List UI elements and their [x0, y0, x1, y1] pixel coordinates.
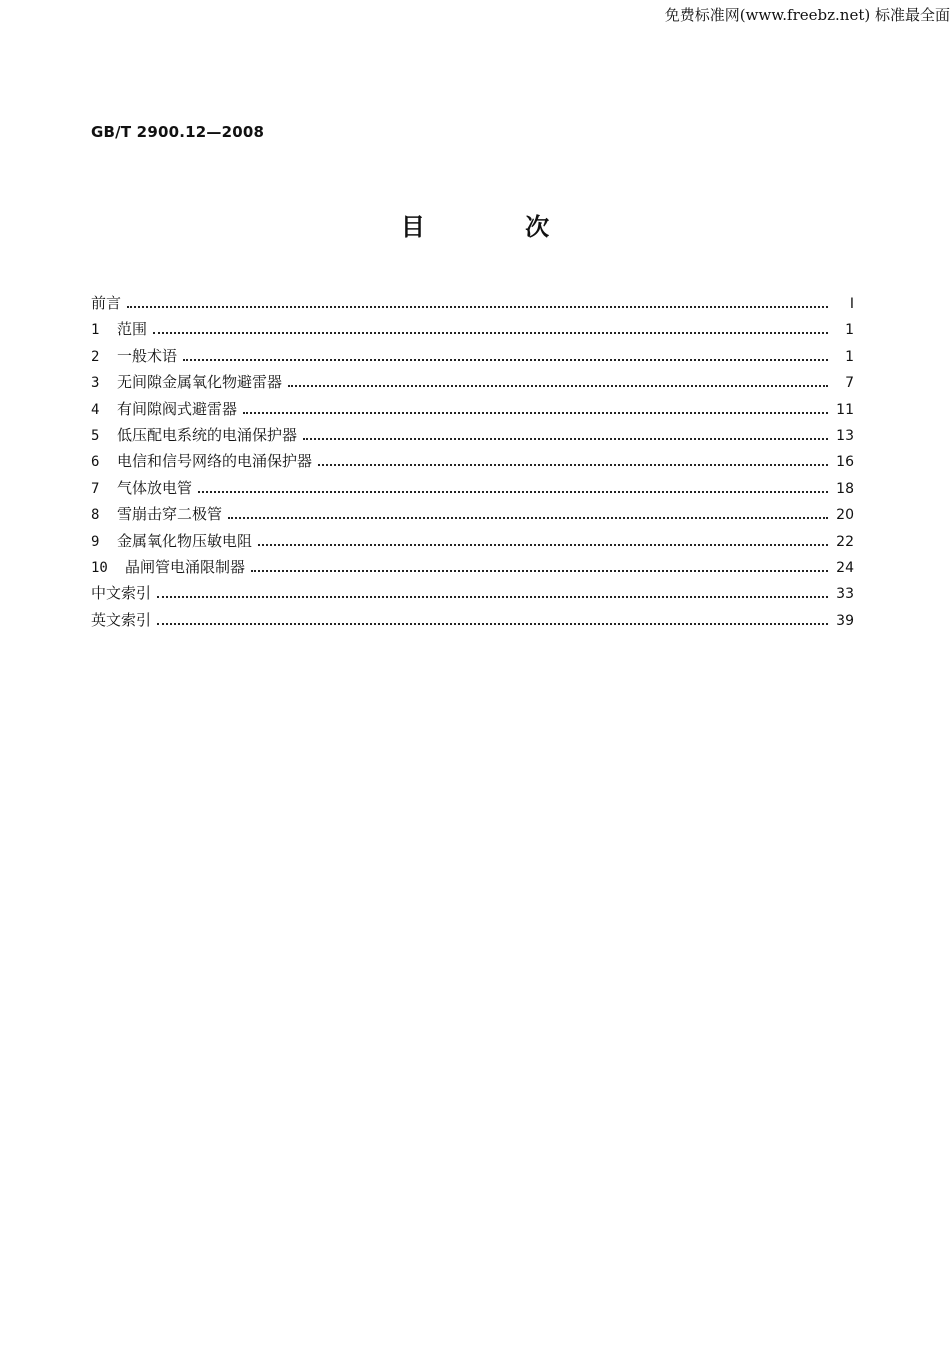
toc-dot-leader [251, 556, 828, 572]
toc-entry-label: 英文索引 [91, 610, 152, 629]
toc-title: 目 次 [400, 213, 596, 241]
toc-dot-leader [157, 582, 828, 598]
toc-entry-page: 1 [845, 322, 854, 339]
toc-entry[interactable] [91, 556, 854, 582]
toc-entry-label: 范围 [117, 320, 148, 339]
toc-dot-leader [243, 398, 828, 414]
toc-entry-label: 前言 [91, 294, 122, 312]
toc-entry-label: 电信和信号网络的电涌保护器 [117, 452, 313, 471]
toc-entry-label: 低压配电系统的电涌保护器 [117, 425, 298, 444]
toc-entry[interactable] [91, 424, 854, 450]
toc-entry-page: 39 [836, 612, 854, 629]
toc-dot-leader [183, 345, 828, 361]
toc-dot-leader [228, 503, 828, 519]
toc-entry[interactable] [91, 398, 854, 424]
watermark-text: 免费标准网(www.freebz.net) 标准最全面 [664, 6, 950, 24]
toc-entry[interactable] [91, 503, 854, 529]
toc-entry-page: 16 [836, 454, 854, 471]
toc-entry-label: 雪崩击穿二极管 [117, 505, 223, 524]
toc-entry-label: 金属氧化物压敏电阻 [117, 531, 253, 550]
toc-entry-number: 4 [91, 401, 100, 418]
toc-entry-label: 气体放电管 [117, 478, 193, 497]
toc-entry-number: 1 [91, 322, 100, 339]
toc-entry-number: 9 [91, 533, 100, 550]
toc-entry[interactable] [91, 318, 854, 344]
toc-dot-leader [157, 609, 828, 625]
toc-dot-leader [258, 530, 828, 546]
toc-dot-leader [153, 318, 828, 334]
toc-entry-page: 1 [845, 348, 854, 365]
toc-entry-page: I [849, 296, 854, 312]
toc-entry-number: 3 [91, 375, 100, 392]
toc-entry-page: 33 [836, 586, 854, 603]
toc-entry-page: 7 [845, 375, 854, 392]
toc-entry-number: 2 [91, 348, 100, 365]
toc-entry-label: 一般术语 [117, 346, 178, 365]
toc-entry-number: 8 [91, 507, 100, 524]
toc-entry[interactable] [91, 477, 854, 503]
toc-entry[interactable] [91, 450, 854, 476]
toc-entry[interactable] [91, 345, 854, 371]
toc-entry-number: 10 [91, 559, 108, 576]
toc-entry-number: 6 [91, 454, 100, 471]
toc-dot-leader [303, 424, 828, 440]
toc-entry-label: 有间隙阀式避雷器 [117, 399, 238, 418]
toc-dot-leader [288, 371, 828, 387]
toc-entry-label: 晶闸管电涌限制器 [125, 557, 246, 576]
standard-code: GB/T 2900.12—2008 [91, 123, 265, 141]
toc-entry-label: 无间隙金属氧化物避雷器 [117, 373, 283, 392]
toc-entry[interactable] [91, 371, 854, 397]
toc-entry-page: 13 [836, 427, 854, 444]
toc-entry-number: 7 [91, 480, 100, 497]
toc-dot-leader [198, 477, 828, 493]
toc-dot-leader [127, 292, 828, 308]
toc-entry-page: 22 [836, 533, 854, 550]
toc-entry-number: 5 [91, 427, 100, 444]
toc-entry-label: 中文索引 [91, 584, 152, 603]
toc-entry-page: 11 [836, 401, 854, 418]
toc-entry[interactable] [91, 292, 854, 318]
table-of-contents [91, 292, 854, 635]
toc-entry-page: 18 [836, 480, 854, 497]
toc-dot-leader [318, 450, 828, 466]
toc-entry[interactable] [91, 609, 854, 635]
toc-entry-page: 20 [836, 507, 854, 524]
toc-entry[interactable] [91, 530, 854, 556]
toc-entry-page: 24 [836, 559, 854, 576]
toc-entry[interactable] [91, 582, 854, 608]
